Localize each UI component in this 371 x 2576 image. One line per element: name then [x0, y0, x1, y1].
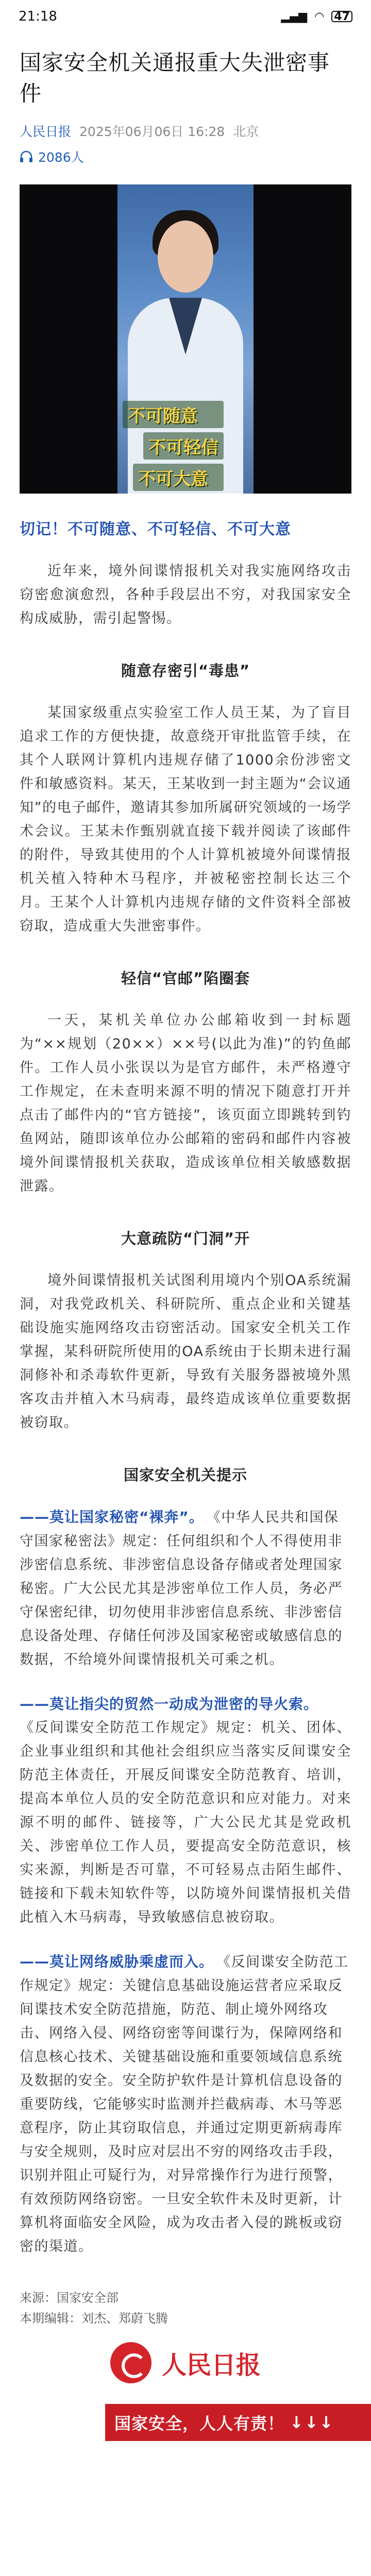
slogan-banner	[105, 2404, 371, 2441]
footer-source: 来源：国家安全部	[20, 2291, 119, 2305]
tip-body: 《反间谍安全防范工作规定》规定：机关、团体、企业事业组织和其他社会组织应当落实反间谍安全防范主体责任，开展反间谍安全防范教育、培训，提高本单位人员的安全防范意识和应对能力。对来源不明的邮件、链接等，广大公民尤其是党政机关、涉密单位工作人员，要提高安全防范意识，核实来源，判断是否可靠，不可轻易点击陌生邮件、链接和下载未知软件等，以防境外间谍情报机关借此植入木马病毒，导致敏感信息被窃取。	[20, 1720, 351, 1925]
video-caption-line: 不可轻信	[143, 432, 224, 460]
article-content	[0, 47, 371, 2383]
battery-icon: 47	[331, 11, 352, 22]
presenter-face	[158, 221, 213, 293]
wifi-icon: ◠	[314, 10, 325, 23]
section-paragraph: 一天，某机关单位办公邮箱收到一封标题为“××规划（20××）××号(以此为准)”的钓鱼邮件。工作人员小张误以为是官方邮件，未严格遵守工作规定，在未查明来源不明的情况下随意打开并点击了邮件内的“官方链接”，该页面立即跳转到钓鱼网站，随即该单位办公邮箱的密码和邮件内容被境外间谍情报机关获取，造成该单位相关敏感数据泄露。	[20, 1012, 351, 1194]
status-bar	[0, 0, 371, 33]
article-title: 国家安全机关通报重大失泄密事件	[20, 50, 330, 106]
publish-location: 北京	[233, 124, 259, 139]
listen-count: 2086人	[38, 150, 84, 165]
footer-meta	[20, 2287, 351, 2329]
footer-editor: 本期编辑：刘杰、郑蔚飞腾	[20, 2311, 168, 2326]
banner-text: 国家安全，人人有责！	[114, 2414, 285, 2433]
tips-heading: 国家安全机关提示	[123, 1466, 247, 1484]
down-arrows-icon: ↓↓↓	[290, 2413, 334, 2432]
status-icons	[281, 10, 352, 23]
source-link[interactable]: 人民日报	[20, 124, 72, 139]
video-caption-line: 不可大意	[133, 464, 224, 491]
section-paragraph: 境外间谍情报机关试图利用境内个别OA系统漏洞，对我党政机关、科研院所、重点企业和关键基础设施实施网络攻击窃密活动。国家安全机关工作掌握，某科研院所使用的OA系统由于长期未进行漏洞修补和杀毒软件更新，导致有关服务器被境外黑客攻击并植入木马病毒，最终造成该单位重要数据被窃取。	[20, 1273, 351, 1431]
section-heading: 随意存密引“毒患”	[121, 662, 250, 680]
lead-highlight: 切记！不可随意、不可轻信、不可大意	[20, 520, 291, 538]
tip-block	[20, 1505, 351, 1672]
video-caption-line: 不可随意	[123, 401, 224, 428]
brand-row	[20, 2342, 351, 2383]
tip-head: ——莫让网络威胁乘虚而入。	[20, 1953, 214, 1970]
video-player[interactable]	[20, 184, 351, 494]
brand-name: 人民日报	[161, 2350, 261, 2380]
status-time: 21:18	[19, 9, 57, 24]
tip-head: ——莫让指尖的贸然一动成为泄密的导火索。	[20, 1696, 319, 1713]
signal-icon: ▂▄▆	[281, 10, 308, 23]
section-heading: 大意疏防“门洞”开	[121, 1230, 250, 1247]
section-paragraph: 某国家级重点实验室工作人员王某，为了盲目追求工作的方便快捷，故意绕开审批监管手续，在其个人联网计算机内违规存储了1000余份涉密文件和敏感资料。某天，王某收到一封主题为“会议通知”的电子邮件，邀请其参加所属研究领域的一场学术会议。王某未作甄别就直接下载并阅读了该邮件的附件，导致其使用的个人计算机被境外间谍情报机关植入特种木马程序，并被秘密控制长达三个月。王某个人计算机内违规存储的文件资料全部被窃取，造成重大失泄密事件。	[20, 705, 351, 934]
intro-paragraph: 近年来，境外间谍情报机关对我实施网络攻击窃密愈演愈烈，各种手段层出不穷，对我国家安全构成威胁，需引起警惕。	[20, 563, 351, 626]
listen-button[interactable]	[20, 147, 351, 166]
people-daily-logo-icon	[110, 2342, 151, 2383]
tip-block	[20, 1950, 351, 2259]
tip-body: 《中华人民共和国保守国家秘密法》规定：任何组织和个人不得使用非涉密信息系统、非涉密信息设备存储或者处理国家秘密。广大公民尤其是涉密单位工作人员，务必严守保密纪律，切勿使用非涉密信息系统、非涉密信息设备处理、存储任何涉及国家秘密或敏感信息的数据，不给境外间谍情报机关可乘之机。	[20, 1510, 343, 1668]
section-heading: 轻信“官邮”陷圈套	[121, 970, 250, 987]
tip-head: ——莫让国家秘密“裸奔”。	[20, 1509, 204, 1526]
headphone-icon	[20, 150, 33, 163]
video-caption	[123, 401, 224, 491]
tip-body: 《反间谍安全防范工作规定》规定：关键信息基础设施运营者应采取反间谍技术安全防范措施，防范、制止境外网络攻击、网络入侵、网络窃密等间谍行为，保障网络和信息核心技术、关键基础设施和重要领域信息系统及数据的安全。安全防护软件是计算机信息设备的重要防线，它能够实时监测并拦截病毒、木马等恶意程序，防止其窃取信息，并通过定期更新病毒库与安全规则，及时应对层出不穷的网络攻击手段，识别并阻止可疑行为，对异常操作行为进行预警，有效预防网络窃密。一旦安全软件未及时更新，计算机将面临安全风险，成为攻击者入侵的跳板或窃密的渠道。	[20, 1954, 349, 2255]
tip-block	[20, 1692, 351, 1929]
publish-datetime: 2025年06月06日 16:28	[79, 124, 225, 139]
article-meta	[20, 122, 351, 140]
